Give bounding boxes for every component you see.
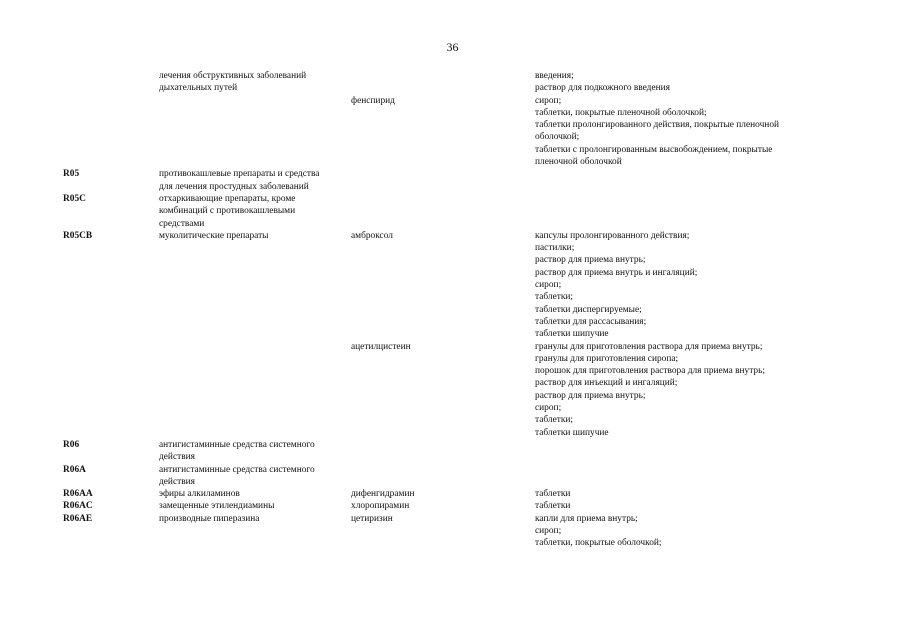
dosage-form: пастилки;: [535, 243, 575, 254]
medication-table: [63, 70, 843, 550]
table-row: [63, 513, 843, 550]
group-name: антигистаминные средства системного действия: [159, 464, 315, 487]
dosage-form: раствор для приема внутрь;: [535, 255, 646, 266]
page-number: 36: [446, 40, 459, 54]
atc-code: R06AA: [63, 489, 93, 500]
dosage-form: раствор для подкожного введения: [535, 83, 670, 94]
dosage-form: сироп;: [535, 525, 562, 536]
dosage-form: сироп;: [535, 95, 562, 106]
table-row: [63, 464, 843, 489]
dosage-form: оболочкой;: [535, 132, 580, 143]
atc-code: R05: [63, 169, 80, 180]
dosage-forms: [535, 70, 825, 95]
dosage-forms: [535, 230, 825, 341]
dosage-form: гранулы для приготовления раствора для приема внутрь;: [535, 341, 763, 352]
table-row: [63, 488, 843, 500]
drug-list: [351, 230, 825, 439]
drug-name: хлоропирамин: [351, 501, 410, 512]
dosage-form: таблетки шипучие: [535, 329, 609, 340]
dosage-form: таблетки шипучие: [535, 427, 609, 438]
dosage-forms: [535, 513, 825, 550]
drug-list: [351, 513, 825, 550]
drug-entry: [351, 95, 825, 169]
drug-list: [351, 488, 825, 500]
dosage-form: сироп;: [535, 403, 562, 414]
group-name: эфиры алкиламинов: [159, 489, 240, 500]
dosage-forms: [535, 500, 825, 512]
table-row: [63, 500, 843, 512]
dosage-form: введения;: [535, 71, 574, 81]
dosage-form: раствор для приема внутрь и ингаляций;: [535, 267, 698, 278]
dosage-forms: [535, 488, 825, 500]
group-name: муколитические препараты: [159, 230, 269, 241]
drug-name: ацетилцистеин: [351, 341, 411, 352]
table-row: [63, 439, 843, 464]
drug-list: [351, 70, 825, 168]
group-name: отхаркивающие препараты, кроме комбинаций с противокашлевыми средствами: [159, 193, 296, 229]
drug-name: цетиризин: [351, 513, 393, 524]
table-row: [63, 230, 843, 439]
atc-code: R06AC: [63, 501, 93, 512]
group-name: производные пиперазина: [159, 513, 260, 524]
atc-code: R05CB: [63, 230, 93, 241]
atc-code: R06: [63, 439, 80, 450]
drug-entry: [351, 341, 825, 439]
dosage-form: капсулы пролонгированного действия;: [535, 230, 690, 241]
dosage-form: таблетки диспергируемые;: [535, 304, 642, 315]
dosage-forms: [535, 341, 825, 439]
dosage-form: таблетки;: [535, 292, 574, 303]
drug-entry: [351, 70, 825, 95]
atc-code: R06A: [63, 464, 86, 475]
drug-entry: [351, 488, 825, 500]
dosage-form: раствор для инъекций и ингаляций;: [535, 378, 678, 389]
drug-name: амброксол: [351, 230, 393, 241]
dosage-form: таблетки пролонгированного действия, покрытые пленочной: [535, 120, 780, 131]
dosage-form: таблетки: [535, 501, 571, 512]
drug-name: фенспирид: [351, 95, 395, 106]
group-name: лечения обструктивных заболеваний дыхательных путей: [159, 71, 307, 94]
group-name: противокашлевые препараты и средства для лечения простудных заболеваний: [159, 169, 320, 192]
dosage-form: порошок для приготовления раствора для приема внутрь;: [535, 366, 765, 377]
drug-entry: [351, 230, 825, 341]
table-row: [63, 168, 843, 193]
drug-entry: [351, 513, 825, 550]
dosage-form: капли для приема внутрь;: [535, 513, 638, 524]
dosage-form: таблетки: [535, 489, 571, 500]
table-row: [63, 70, 843, 168]
dosage-form: таблетки для рассасывания;: [535, 316, 647, 327]
table-row: [63, 193, 843, 230]
atc-code: R06AE: [63, 513, 93, 524]
atc-code: R05C: [63, 193, 86, 204]
dosage-forms: [535, 95, 825, 169]
dosage-form: таблетки, покрытые оболочкой;: [535, 538, 662, 549]
dosage-form: сироп;: [535, 280, 562, 291]
dosage-form: таблетки, покрытые пленочной оболочкой;: [535, 107, 707, 118]
dosage-form: гранулы для приготовления сиропа;: [535, 353, 679, 364]
dosage-form: таблетки;: [535, 415, 574, 426]
group-name: антигистаминные средства системного действия: [159, 439, 315, 463]
group-name: замещенные этилендиамины: [159, 501, 275, 512]
dosage-form: раствор для приема внутрь;: [535, 390, 646, 401]
drug-list: [351, 500, 825, 512]
drug-entry: [351, 500, 825, 512]
dosage-form: пленочной оболочкой: [535, 157, 622, 168]
dosage-form: таблетки с пролонгированным высвобождением, покрытые: [535, 144, 773, 155]
drug-name: дифенгидрамин: [351, 489, 415, 500]
